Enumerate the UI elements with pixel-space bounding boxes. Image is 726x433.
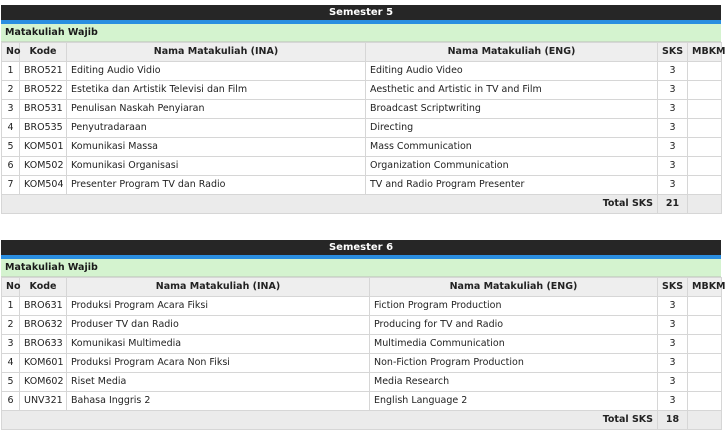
course-mbkm [688, 392, 722, 411]
total-label: Total SKS [2, 195, 658, 214]
table-row [2, 335, 722, 354]
course-sks: 3 [658, 354, 688, 373]
course-sks: 3 [658, 81, 688, 100]
table-row [2, 176, 722, 195]
course-code: BRO632 [20, 316, 67, 335]
course-mbkm [688, 62, 722, 81]
course-mbkm [688, 297, 722, 316]
course-name-eng: Fiction Program Production [370, 297, 658, 316]
course-code: BRO521 [20, 62, 67, 81]
col-header-eng: Nama Matakuliah (ENG) [366, 43, 658, 62]
course-name-eng: Producing for TV and Radio [370, 316, 658, 335]
col-header-kode: Kode [20, 43, 67, 62]
course-name-eng: Non-Fiction Program Production [370, 354, 658, 373]
course-sks: 3 [658, 119, 688, 138]
course-no: 2 [2, 81, 20, 100]
course-no: 6 [2, 392, 20, 411]
col-header-sks: SKS [658, 43, 688, 62]
table-row [2, 297, 722, 316]
course-no: 4 [2, 119, 20, 138]
col-header-mbkm: MBKM [688, 278, 722, 297]
col-header-no: No [2, 43, 20, 62]
course-no: 1 [2, 62, 20, 81]
course-mbkm [688, 157, 722, 176]
course-name-ina: Estetika dan Artistik Televisi dan Film [67, 81, 366, 100]
course-name-eng: Aesthetic and Artistic in TV and Film [366, 81, 658, 100]
table-row [2, 157, 722, 176]
course-mbkm [688, 138, 722, 157]
course-code: BRO631 [20, 297, 67, 316]
total-label: Total SKS [2, 411, 658, 430]
total-mbkm [688, 411, 722, 430]
table-row [2, 373, 722, 392]
course-sks: 3 [658, 62, 688, 81]
col-header-sks: SKS [658, 278, 688, 297]
course-code: KOM501 [20, 138, 67, 157]
table-row [2, 138, 722, 157]
course-mbkm [688, 316, 722, 335]
course-table [1, 42, 726, 214]
course-no: 4 [2, 354, 20, 373]
table-header-row [2, 278, 722, 297]
course-code: BRO633 [20, 335, 67, 354]
course-name-ina: Editing Audio Vidio [67, 62, 366, 81]
course-sks: 3 [658, 138, 688, 157]
col-header-kode: Kode [20, 278, 67, 297]
course-name-eng: Directing [366, 119, 658, 138]
col-header-no: No [2, 278, 20, 297]
course-name-ina: Bahasa Inggris 2 [67, 392, 370, 411]
semester-title: Semester 6 [1, 240, 721, 255]
course-name-eng: Organization Communication [366, 157, 658, 176]
course-no: 5 [2, 373, 20, 392]
table-row [2, 100, 722, 119]
course-sks: 3 [658, 392, 688, 411]
course-code: KOM601 [20, 354, 67, 373]
course-code: BRO535 [20, 119, 67, 138]
course-code: BRO531 [20, 100, 67, 119]
table-row [2, 119, 722, 138]
category-label: Matakuliah Wajib [1, 24, 721, 42]
course-no: 7 [2, 176, 20, 195]
table-row [2, 62, 722, 81]
course-name-eng: Mass Communication [366, 138, 658, 157]
semester-6-section [1, 240, 726, 430]
course-no: 2 [2, 316, 20, 335]
course-sks: 3 [658, 335, 688, 354]
course-name-ina: Produksi Program Acara Fiksi [67, 297, 370, 316]
course-name-ina: Produser TV dan Radio [67, 316, 370, 335]
col-header-ina: Nama Matakuliah (INA) [67, 278, 370, 297]
course-no: 3 [2, 100, 20, 119]
course-sks: 3 [658, 297, 688, 316]
course-name-ina: Produksi Program Acara Non Fiksi [67, 354, 370, 373]
course-name-ina: Riset Media [67, 373, 370, 392]
total-mbkm [688, 195, 722, 214]
course-name-ina: Penyutradaraan [67, 119, 366, 138]
course-name-eng: Broadcast Scriptwriting [366, 100, 658, 119]
course-no: 3 [2, 335, 20, 354]
course-sks: 3 [658, 316, 688, 335]
course-name-eng: Media Research [370, 373, 658, 392]
col-header-ina: Nama Matakuliah (INA) [67, 43, 366, 62]
table-row [2, 392, 722, 411]
course-mbkm [688, 119, 722, 138]
total-row [2, 411, 722, 430]
course-code: UNV321 [20, 392, 67, 411]
course-sks: 3 [658, 100, 688, 119]
course-mbkm [688, 335, 722, 354]
course-mbkm [688, 100, 722, 119]
course-name-ina: Komunikasi Massa [67, 138, 366, 157]
course-no: 6 [2, 157, 20, 176]
course-name-eng: English Language 2 [370, 392, 658, 411]
course-code: KOM502 [20, 157, 67, 176]
table-row [2, 316, 722, 335]
course-sks: 3 [658, 176, 688, 195]
course-code: KOM504 [20, 176, 67, 195]
course-code: BRO522 [20, 81, 67, 100]
course-mbkm [688, 81, 722, 100]
course-name-ina: Presenter Program TV dan Radio [67, 176, 366, 195]
course-mbkm [688, 176, 722, 195]
course-name-eng: Editing Audio Video [366, 62, 658, 81]
course-sks: 3 [658, 157, 688, 176]
course-name-ina: Penulisan Naskah Penyiaran [67, 100, 366, 119]
course-mbkm [688, 354, 722, 373]
total-value: 18 [658, 411, 688, 430]
course-no: 5 [2, 138, 20, 157]
course-name-ina: Komunikasi Multimedia [67, 335, 370, 354]
total-value: 21 [658, 195, 688, 214]
course-table [1, 277, 726, 430]
course-name-eng: TV and Radio Program Presenter [366, 176, 658, 195]
course-name-ina: Komunikasi Organisasi [67, 157, 366, 176]
category-label: Matakuliah Wajib [1, 259, 721, 277]
col-header-mbkm: MBKM [688, 43, 722, 62]
course-no: 1 [2, 297, 20, 316]
course-sks: 3 [658, 373, 688, 392]
table-row [2, 81, 722, 100]
col-header-eng: Nama Matakuliah (ENG) [370, 278, 658, 297]
semester-5-section [1, 5, 726, 214]
table-row [2, 354, 722, 373]
course-name-eng: Multimedia Communication [370, 335, 658, 354]
total-row [2, 195, 722, 214]
semester-title: Semester 5 [1, 5, 721, 20]
course-code: KOM602 [20, 373, 67, 392]
course-mbkm [688, 373, 722, 392]
table-header-row [2, 43, 722, 62]
